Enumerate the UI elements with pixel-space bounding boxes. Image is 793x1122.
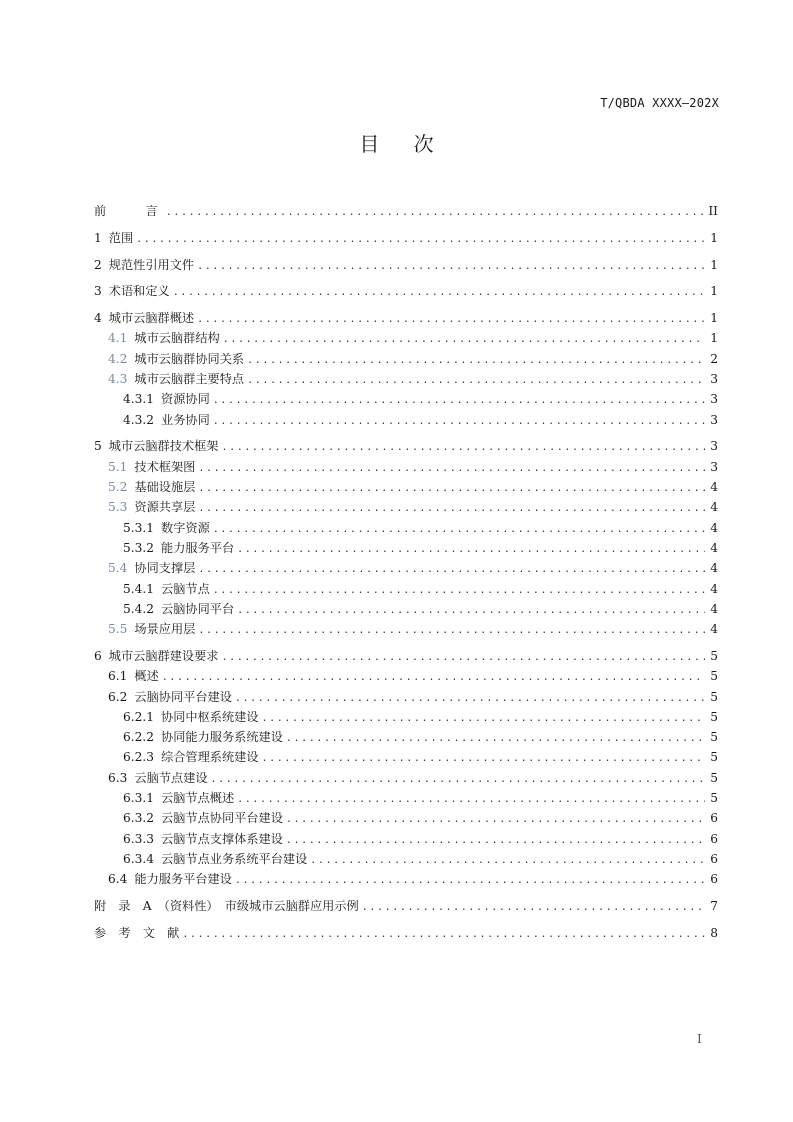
toc-leader-dots [213, 412, 705, 432]
toc-entry-number: 6.1 [108, 669, 128, 684]
page-title [0, 128, 793, 157]
toc-entry-label [94, 281, 170, 301]
toc-leader-dots [198, 479, 705, 499]
toc-entry[interactable] [94, 666, 718, 686]
toc-entry-text: 前 言 [94, 204, 163, 218]
toc-entry[interactable] [94, 228, 718, 248]
toc-entry-number: 4.2 [108, 351, 128, 366]
toc-entry[interactable] [94, 579, 718, 599]
toc-leader-dots [197, 257, 705, 277]
toc-entry-label [94, 923, 179, 943]
title-char-1: 目 [359, 132, 380, 156]
toc-entry-page: 4 [710, 622, 718, 637]
toc-entry-number: 6 [94, 648, 102, 663]
toc-entry-page: 5 [710, 669, 718, 684]
toc-entry[interactable] [94, 619, 718, 639]
toc-leader-dots [247, 351, 705, 371]
toc-entry-label [123, 538, 234, 558]
toc-entry-label [123, 707, 259, 727]
toc-leader-dots [213, 581, 705, 601]
toc-entry-page: 6 [710, 811, 718, 826]
toc-leader-dots [221, 648, 705, 668]
toc-leader-dots [182, 925, 705, 945]
toc-entry-text: 场景应用层 [134, 622, 196, 637]
toc-entry-text: 业务协同 [161, 412, 210, 427]
toc-entry-page: 5 [710, 750, 718, 765]
toc-entry-label [94, 308, 194, 328]
toc-entry-page: II [708, 204, 718, 218]
toc-entry[interactable] [94, 923, 718, 943]
toc-entry[interactable] [94, 788, 718, 808]
toc-entry[interactable] [94, 457, 718, 477]
toc-leader-dots [237, 601, 705, 621]
toc-entry-text: 城市云脑群协同关系 [134, 351, 245, 366]
toc-leader-dots [136, 230, 705, 250]
toc-entry-text: 概述 [134, 669, 159, 684]
toc-entry-number: 4.3.1 [123, 392, 155, 407]
toc-entry-text: 云脑节点建设 [134, 770, 208, 785]
toc-entry-page: 8 [710, 925, 718, 940]
toc-entry-label [123, 410, 210, 430]
toc-entry-text: 协同中枢系统建设 [161, 709, 259, 724]
toc-entry-number: 6.2 [108, 689, 128, 704]
toc-leader-dots [237, 540, 705, 560]
toc-entry[interactable] [94, 201, 718, 221]
toc-entry[interactable] [94, 328, 718, 348]
toc-entry-label [94, 896, 359, 916]
toc-entry-label [94, 255, 194, 275]
toc-entry-text: 城市云脑群概述 [108, 311, 195, 326]
toc-entry-label [108, 666, 159, 686]
toc-entry-label [123, 727, 283, 747]
toc-entry-label [123, 808, 283, 828]
toc-entry-page: 3 [710, 439, 718, 454]
toc-entry-label [123, 389, 210, 409]
toc-entry-page: 2 [710, 351, 718, 366]
toc-entry-page: 1 [710, 331, 718, 346]
toc-entry-text: 能力服务平台建设 [134, 872, 232, 887]
toc-entry[interactable] [94, 477, 718, 497]
toc-entry-number: 5.1 [108, 459, 128, 474]
toc-entry-text: 范围 [108, 230, 134, 245]
toc-entry-number: 2 [94, 257, 102, 272]
toc-leader-dots [310, 851, 705, 871]
toc-entry-label [108, 369, 244, 389]
toc-entry-text: 基础设施层 [134, 480, 196, 495]
toc-entry-label [108, 768, 208, 788]
toc-entry-label [108, 349, 244, 369]
toc-entry-page: 4 [710, 520, 718, 535]
toc-entry-page: 7 [710, 899, 718, 913]
toc-entry-number: 6.2.3 [123, 750, 155, 765]
toc-leader-dots [362, 898, 705, 918]
toc-entry-page: 6 [710, 872, 718, 887]
toc-entry-number: 4.3.2 [123, 412, 155, 427]
toc-leader-dots [198, 621, 705, 641]
toc-entry-page: 5 [710, 648, 718, 663]
toc-entry[interactable] [94, 646, 718, 666]
toc-entry-text: 规范性引用文件 [108, 257, 195, 272]
toc-entry-page: 5 [710, 730, 718, 745]
toc-entry-page: 5 [710, 709, 718, 724]
toc-leader-dots [247, 371, 705, 391]
toc-entry-page: 5 [710, 770, 718, 785]
toc-entry-number: 5.4 [108, 561, 128, 576]
toc-leader-dots [211, 770, 705, 790]
toc-leader-dots [162, 668, 705, 688]
title-char-2: 次 [413, 132, 434, 156]
toc-entry-number: 5.4.2 [123, 601, 155, 616]
toc-leader-dots [197, 310, 705, 330]
toc-entry-label [108, 619, 195, 639]
toc-entry-text: 云脑协同平台 [161, 601, 235, 616]
toc-entry-page: 3 [710, 412, 718, 427]
toc-entry-label [108, 497, 195, 517]
toc-entry-number: 6.2.1 [123, 709, 155, 724]
toc-entry-page: 1 [710, 311, 718, 326]
toc-entry-number: 4 [94, 311, 102, 326]
toc-entry-text: 综合管理系统建设 [161, 750, 259, 765]
toc-entry[interactable] [94, 896, 718, 916]
toc-entry-label [108, 869, 232, 889]
toc-leader-dots [198, 560, 705, 580]
toc-entry-text: 附 录 A （资料性） 市级城市云脑群应用示例 [94, 899, 359, 913]
toc-entry-text: 云脑节点协同平台建设 [161, 811, 283, 826]
toc-entry[interactable] [94, 410, 718, 430]
toc-entry-page: 3 [710, 372, 718, 387]
toc-entry[interactable] [94, 687, 718, 707]
toc-leader-dots [198, 459, 705, 479]
toc-entry[interactable] [94, 538, 718, 558]
toc-entry-page: 4 [710, 500, 718, 515]
document-code: T/QBDA XXXX—202X [600, 96, 719, 110]
toc-entry[interactable] [94, 808, 718, 828]
toc-entry-page: 1 [710, 284, 718, 299]
toc-entry-page: 4 [710, 480, 718, 495]
toc-entry-text: 云脑节点业务系统平台建设 [161, 851, 308, 866]
toc-entry-label [94, 201, 163, 221]
toc-entry-number: 5.3.1 [123, 520, 155, 535]
toc-entry-page: 6 [710, 851, 718, 866]
toc-entry-text: 云脑节点 [161, 581, 210, 596]
toc-entry-label [108, 687, 232, 707]
toc-entry-label [108, 457, 195, 477]
toc-entry-text: 能力服务平台 [161, 540, 235, 555]
toc-entry[interactable] [94, 869, 718, 889]
toc-entry-page: 4 [710, 561, 718, 576]
toc-entry[interactable] [94, 558, 718, 578]
toc-leader-dots [166, 203, 705, 223]
toc-entry-label [94, 436, 218, 456]
toc-entry-text: 云脑节点概述 [161, 791, 235, 806]
toc-entry[interactable] [94, 707, 718, 727]
toc-entry[interactable] [94, 518, 718, 538]
toc-entry[interactable] [94, 436, 718, 456]
toc-entry-label [123, 849, 307, 869]
toc-entry-number: 6.3.1 [123, 791, 155, 806]
toc-entry-page: 5 [710, 791, 718, 806]
toc-entry-text: 城市云脑群结构 [134, 331, 220, 346]
toc-entry[interactable] [94, 281, 718, 301]
toc-entry-label [108, 558, 195, 578]
toc-entry-label [123, 579, 210, 599]
toc-entry-number: 6.3.2 [123, 811, 155, 826]
toc-leader-dots [262, 749, 705, 769]
toc-entry-text: 城市云脑群建设要求 [108, 648, 219, 663]
toc-entry-number: 5.5 [108, 622, 128, 637]
toc-entry-number: 6.3 [108, 770, 128, 785]
toc-entry-number: 4.3 [108, 372, 128, 387]
toc-leader-dots [286, 831, 705, 851]
toc-entry-page: 3 [710, 459, 718, 474]
toc-entry-label [123, 599, 234, 619]
toc-entry-number: 6.3.4 [123, 851, 155, 866]
toc-entry-page: 1 [710, 230, 718, 245]
toc-leader-dots [221, 438, 705, 458]
toc-entry-label [123, 747, 259, 767]
toc-entry-label [94, 228, 133, 248]
toc-leader-dots [262, 709, 705, 729]
toc-entry-number: 5.3.2 [123, 540, 155, 555]
toc-entry-text: 资源共享层 [134, 500, 196, 515]
toc-entry-page: 5 [710, 689, 718, 704]
toc-entry-text: 技术框架图 [134, 459, 196, 474]
toc-entry-number: 1 [94, 230, 102, 245]
toc-leader-dots [286, 810, 705, 830]
toc-entry-number: 6.2.2 [123, 730, 155, 745]
toc-entry-number: 5.2 [108, 480, 128, 495]
toc-leader-dots [286, 729, 705, 749]
toc-leader-dots [237, 790, 705, 810]
toc-entry-label [108, 328, 220, 348]
toc-leader-dots [235, 871, 705, 891]
toc-entry-text: 云脑协同平台建设 [134, 689, 232, 704]
toc-leader-dots [235, 689, 705, 709]
toc-entry-page: 1 [710, 257, 718, 272]
toc-entry[interactable] [94, 747, 718, 767]
toc-leader-dots [173, 283, 705, 303]
page-number: I [697, 1032, 702, 1046]
toc-entry-text: 资源协同 [161, 392, 210, 407]
table-of-contents [94, 201, 718, 943]
toc-entry-label [108, 477, 195, 497]
toc-entry[interactable] [94, 308, 718, 328]
toc-entry-number: 6.3.3 [123, 831, 155, 846]
toc-entry-text: 城市云脑群主要特点 [134, 372, 245, 387]
toc-entry[interactable] [94, 727, 718, 747]
toc-entry-label [123, 788, 234, 808]
toc-entry-number: 4.1 [108, 331, 128, 346]
toc-entry-number: 3 [94, 284, 102, 299]
toc-entry-text: 术语和定义 [108, 284, 170, 299]
toc-entry-page: 4 [710, 601, 718, 616]
toc-entry[interactable] [94, 349, 718, 369]
toc-entry-number: 5.4.1 [123, 581, 155, 596]
toc-entry-label [123, 518, 210, 538]
toc-entry-label [94, 646, 218, 666]
toc-leader-dots [213, 391, 705, 411]
toc-entry-text: 数字资源 [161, 520, 210, 535]
toc-entry[interactable] [94, 389, 718, 409]
toc-entry-page: 3 [710, 392, 718, 407]
toc-entry-text: 城市云脑群技术框架 [108, 439, 219, 454]
toc-entry-text: 云脑节点支撑体系建设 [161, 831, 283, 846]
toc-entry-number: 5 [94, 439, 102, 454]
toc-entry-number: 6.4 [108, 872, 128, 887]
toc-entry-page: 4 [710, 540, 718, 555]
toc-entry-text: 参 考 文 献 [94, 925, 180, 940]
toc-entry[interactable] [94, 599, 718, 619]
toc-leader-dots [223, 330, 705, 350]
toc-leader-dots [198, 499, 705, 519]
toc-entry[interactable] [94, 849, 718, 869]
toc-entry[interactable] [94, 255, 718, 275]
toc-entry-text: 协同支撑层 [134, 561, 196, 576]
toc-entry[interactable] [94, 829, 718, 849]
toc-entry-text: 协同能力服务系统建设 [161, 730, 283, 745]
toc-entry-page: 4 [710, 581, 718, 596]
toc-entry[interactable] [94, 768, 718, 788]
toc-entry-label [123, 829, 283, 849]
toc-entry-number: 5.3 [108, 500, 128, 515]
toc-entry-page: 6 [710, 831, 718, 846]
toc-entry[interactable] [94, 369, 718, 389]
toc-entry[interactable] [94, 497, 718, 517]
toc-leader-dots [213, 520, 705, 540]
